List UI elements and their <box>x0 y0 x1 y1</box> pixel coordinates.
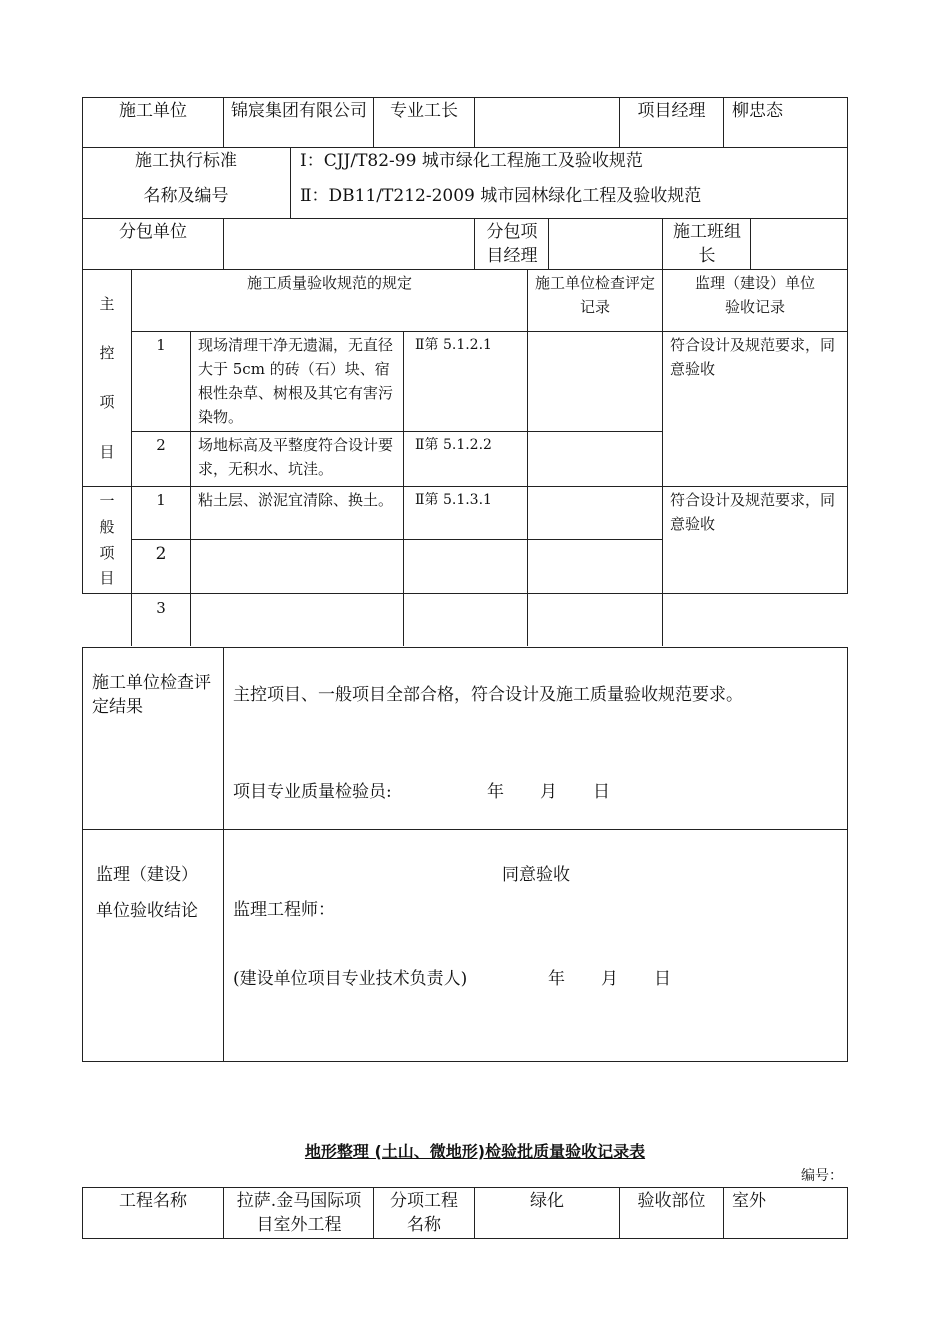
result-text: 主控项目、一般项目全部合格，符合设计及施工质量验收规范要求。 <box>233 685 743 705</box>
main-item-desc: 现场清理干净无遗漏，无直径大于 5cm 的砖（石）块、宿根性杂草、树根及其它有害污染物。 <box>198 336 394 426</box>
general-item-ref: Ⅱ第 5.1.3.1 <box>415 492 492 508</box>
main-group-char: 主 <box>99 295 115 313</box>
owner-label: (建设单位项目专业技术负责人) <box>233 969 468 989</box>
supervision-header: 监理（建设）单位验收记录 <box>694 274 815 316</box>
standard-2: Ⅱ：DB11/T212-2009 城市园林绿化工程及验收规范 <box>300 186 702 206</box>
sub-unit-label: 分包单位 <box>119 222 187 242</box>
general-group-char: 般 <box>99 518 115 536</box>
main-item-no: 1 <box>156 336 166 354</box>
general-item-no: 1 <box>156 491 166 509</box>
main-item-ref: Ⅱ第 5.1.2.1 <box>415 337 492 353</box>
conclusion-year: 年 <box>548 969 565 989</box>
result-day: 日 <box>593 782 610 802</box>
location-label: 验收部位 <box>637 1191 706 1211</box>
check-header: 施工单位检查评定记录 <box>534 274 655 316</box>
main-group-char: 项 <box>99 393 115 411</box>
conclusion-label-1: 监理（建设） <box>96 865 198 885</box>
serial-label: 编号： <box>801 1168 843 1184</box>
conclusion-label-2: 单位验收结论 <box>96 901 198 921</box>
main-supervision: 符合设计及规范要求，同意验收 <box>670 336 836 378</box>
main-item-desc: 场地标高及平整度符合设计要求，无积水、坑洼。 <box>198 436 394 478</box>
result-month: 月 <box>540 782 557 802</box>
conclusion-day: 日 <box>654 969 671 989</box>
standard-label-2: 名称及编号 <box>143 186 229 206</box>
foreman-label: 专业工长 <box>390 101 458 121</box>
standard-1: Ⅰ：CJJ/T82-99 城市绿化工程施工及验收规范 <box>300 151 643 171</box>
general-group-char: 项 <box>99 544 115 562</box>
pm-value: 柳忠态 <box>732 101 783 121</box>
general-item-no: 2 <box>155 544 167 564</box>
team-leader-label: 施工班组长 <box>673 222 741 266</box>
location-value: 室外 <box>732 1191 766 1211</box>
construction-unit-label: 施工单位 <box>119 101 187 121</box>
sub-pm-label: 分包项目经理 <box>486 222 538 266</box>
main-item-no: 2 <box>156 436 166 454</box>
project-name-label: 工程名称 <box>119 1191 187 1211</box>
inspector-label: 项目专业质量检验员: <box>233 782 392 802</box>
conclusion-text: 同意验收 <box>502 865 570 885</box>
pm-label: 项目经理 <box>637 101 706 121</box>
general-group-char: 目 <box>99 569 115 587</box>
construction-unit-value: 锦宸集团有限公司 <box>231 101 367 121</box>
conclusion-month: 月 <box>601 969 618 989</box>
main-item-ref: Ⅱ第 5.1.2.2 <box>415 437 492 453</box>
spec-header: 施工质量验收规范的规定 <box>246 274 412 292</box>
engineer-label: 监理工程师： <box>233 900 335 920</box>
general-item-desc: 粘土层、淤泥宜清除、换土。 <box>198 491 394 509</box>
subitem-value: 绿化 <box>530 1191 564 1211</box>
project-name-value: 拉萨.金马国际项目室外工程 <box>236 1191 362 1235</box>
result-label: 施工单位检查评定结果 <box>92 673 211 717</box>
general-item-no: 3 <box>156 599 166 617</box>
form-title: 地形整理 (土山、微地形)检验批质量验收记录表 <box>304 1142 646 1161</box>
standard-label-1: 施工执行标准 <box>135 151 237 171</box>
subitem-label: 分项工程名称 <box>390 1191 458 1235</box>
general-supervision: 符合设计及规范要求，同意验收 <box>670 491 836 533</box>
main-group-char: 控 <box>99 344 115 362</box>
result-year: 年 <box>487 782 504 802</box>
general-group-char: 一 <box>99 492 115 510</box>
main-group-char: 目 <box>99 443 115 461</box>
